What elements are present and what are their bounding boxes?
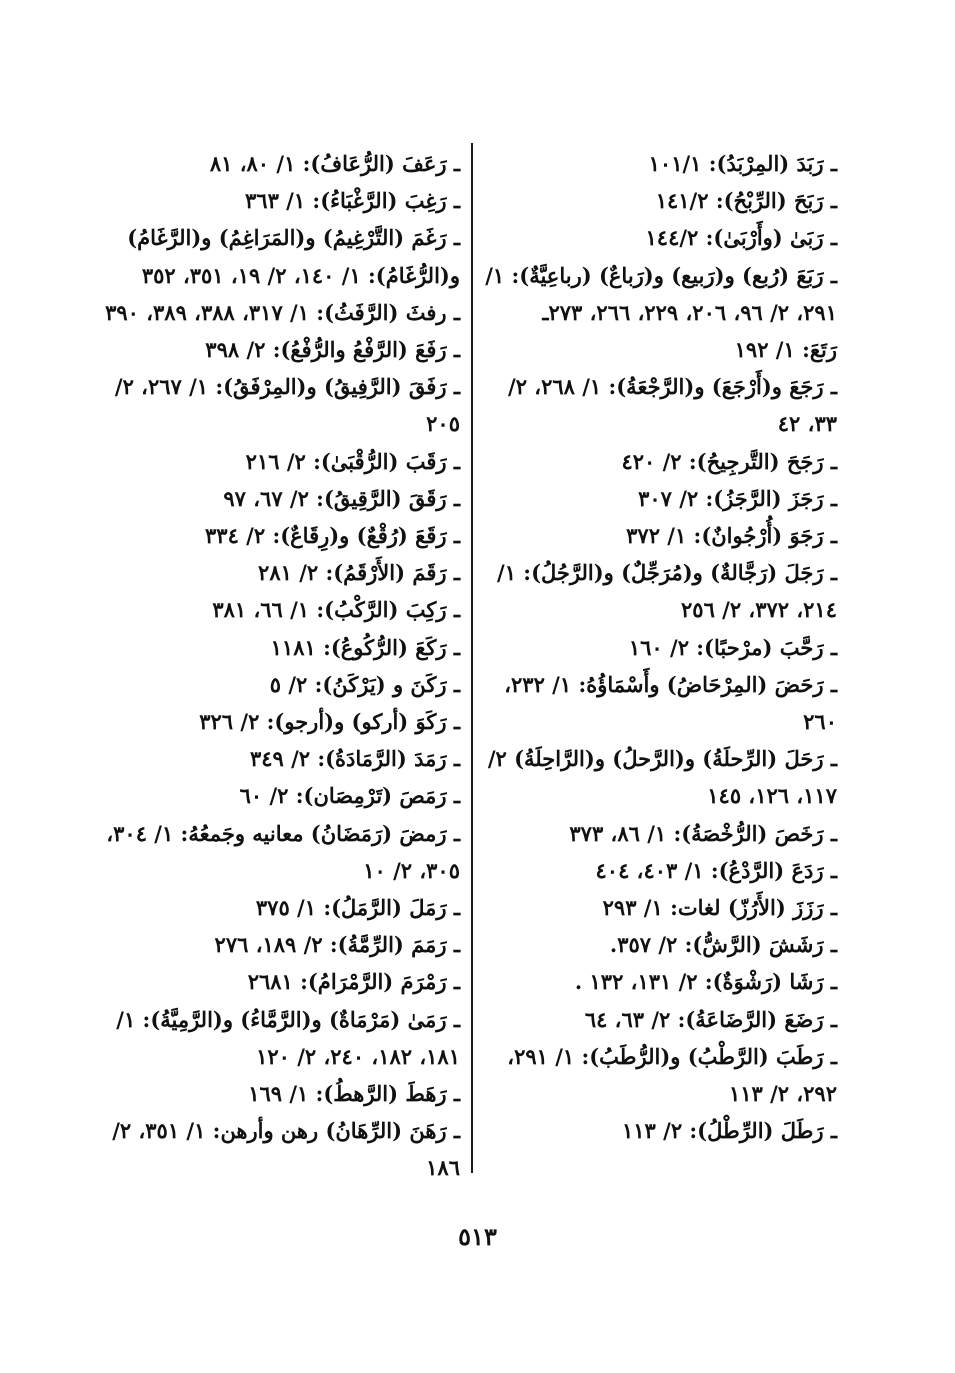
index-entry: ـ رَقَمَ (الأَرْقَمُ): ٢/ ٢٨١ bbox=[258, 560, 460, 586]
index-entry: ـ رَمَدَ (الرَّمَادَةُ): ٢/ ٣٤٩ bbox=[249, 746, 460, 772]
index-entry: ـ رَمَمَ (الرِّمَّةُ): ٢/ ١٨٩، ٢٧٦ bbox=[214, 932, 460, 958]
index-entry: ـ رَكَعَ (الرُّكُوعُ): ١١٨١ bbox=[270, 634, 460, 660]
index-entry: ـ رَكِبَ (الرَّكْبُ): ١/ ٦٦، ٣٨١ bbox=[212, 597, 460, 623]
page-number: ٥١٣ bbox=[458, 1222, 497, 1251]
column-divider bbox=[471, 143, 473, 1173]
index-entry: ـ رَجَحَ (التَّرجِيحُ): ٢/ ٤٢٠ bbox=[621, 448, 837, 474]
index-entry: ـ رَحَّبَ (مرْحبًا): ٢/ ١٦٠ bbox=[628, 634, 837, 660]
index-entry: ـ رَغِبَ (الرَّغْبَاءُ): ١/ ٣٦٣ bbox=[245, 188, 460, 214]
index-entry: ـ رَمْرَمَ (الرَّمْرَامُ): ٢٦٨١ bbox=[247, 969, 460, 995]
index-entry: ـ رَخَصَ (الرُّخْصَةُ): ١/ ٨٦، ٣٧٣ bbox=[569, 820, 837, 846]
index-entry: ـ رَكَوَ (أركو) و(أرجو): ٢/ ٣٢٦ bbox=[199, 709, 460, 735]
index-entry: ـ رَمضَ (رَمَضَانُ) معانيه وجَمعُهُ: ١/ ٣٠٤، ٣٠٥، ٢/ ١٠ bbox=[106, 820, 460, 883]
index-column-right bbox=[477, 145, 837, 1149]
index-column-left bbox=[100, 145, 460, 1187]
index-entry: ـ رَجَزَ (الرَّجَزُ): ٢/ ٣٠٧ bbox=[638, 485, 837, 511]
index-entry: ـ رَبَعَ (رُبع) و(رَبيع) و(رَباعٌ) (رباعِيَّةٌ): ١/ ٢٩١، ٢/ ٩٦، ٢٠٦، ٢٢٩، ٢٦٦، ٢٧٣ـ bbox=[485, 262, 837, 325]
index-entry: ـ رَمَلَ (الرَّمَلُ): ١/ ٣٧٥ bbox=[255, 895, 460, 921]
index-entry: ـ رَهَنَ (الرِّهَانُ) رهن وأرهن: ١/ ٣٥١، ٢/ ١٨٦ bbox=[112, 1118, 460, 1181]
index-entry: ـ رفثَ (الرَّفَثُ): ١/ ٣١٧، ٣٨٨، ٣٨٩، ٣٩٠ bbox=[105, 299, 460, 325]
index-entry: ـ رَضَعَ (الرَّضَاعَةُ): ٢/ ٦٣، ٦٤ bbox=[584, 1006, 837, 1032]
index-entry: ـ رَقَعَ (رُقْعٌ) و(رِقَاعٌ): ٢/ ٣٣٤ bbox=[205, 523, 460, 549]
index-entry: ـ رَشَشَ (الرَّشُّ): ٢/ ٣٥٧. bbox=[609, 932, 837, 958]
index-entry: ـ رَفَعَ (الرَّفْعُ والرُّفْعُ): ٢/ ٣٩٨ bbox=[205, 337, 460, 363]
index-entry: ـ رَغَمَ (التَّرْغِيمُ) و(المَرَاغِمُ) و(الرَّغَامُ) و(الرُّغَامُ): ١/ ١٤٠، ٢/ ١٩، ٣٥١، ٣٥٢ bbox=[127, 225, 460, 288]
index-entry: ـ رَطَبَ (الرَّطْبُ) و(الرُّطَبُ): ١/ ٢٩١، ٢٩٢، ٢/ ١١٣ bbox=[507, 1043, 837, 1107]
index-entry: ـ رَطَلَ (الرِّطْلُ): ٢/ ١١٣ bbox=[621, 1118, 837, 1144]
index-entry: ـ رَزَزَ (الأَرُزّ) لغات: ١/ ٢٩٣ bbox=[602, 895, 837, 921]
index-entry: ـ رَشَا (رَشْوَةٌ): ٢/ ١٣١، ١٣٢ . bbox=[574, 969, 837, 995]
index-entry: ـ رَجَلَ (رَجَّالةٌ) و(مُرَجِّلٌ) و(الرَّجُلُ): ١/ ٢١٤، ٣٧٢، ٢/ ٢٥٦ bbox=[497, 560, 837, 623]
index-entry: ـ رَبَدَ (المِرْبَدُ): ١٠١/١ bbox=[648, 151, 837, 176]
index-entry: ـ رَبَحَ (الرِّبْحُ): ١٤١/٢ bbox=[655, 188, 837, 214]
index-entry: ـ رَفَقَ (الرَّفِيقُ) و(المِرْفَقُ): ١/ ٢٦٧، ٢/ ٢٠٥ bbox=[114, 374, 460, 437]
index-entry: رَتَعَ: ١/ ١٩٢ bbox=[734, 337, 837, 363]
index-entry: ـ رَهَطَ (الرَّهطُ): ١/ ١٦٩ bbox=[248, 1081, 460, 1107]
index-entry: ـ رَبَىٰ (وأَرْبَىٰ): ١٤٤/٢ bbox=[645, 225, 837, 251]
index-entry: ـ رَكَنَ و (يَرْكَنُ): ٢/ ٥ bbox=[269, 671, 460, 697]
index-entry: ـ رَقَبَ (الرُّقْبَىٰ): ٢/ ٢١٦ bbox=[245, 448, 460, 474]
index-entry: ـ رَحَلَ (الرِّحلَةُ) و(الرَّحلُ) و(الرَّاحِلَةُ) ٢/ ١١٧، ١٢٦، ١٤٥ bbox=[487, 746, 837, 809]
index-entry: ـ رَجَوَ (أُرْجُوانٌ): ١/ ٣٧٢ bbox=[626, 523, 837, 549]
index-entry: ـ رَمَصَ (تَرْمِصَان): ٢/ ٦٠ bbox=[239, 783, 460, 809]
index-entry: ـ رَقَقَ (الرَّقِيقُ): ٢/ ٦٧، ٩٧ bbox=[223, 485, 460, 511]
index-entry: ـ رَعَفَ (الرُّعَافُ): ١/ ٨٠، ٨١ bbox=[209, 151, 460, 176]
index-entry: ـ رَحَضَ (المِرْحَاضُ) وأَسْمَاؤُهُ: ١/ ٢٣٢، ٢٦٠ bbox=[504, 671, 837, 735]
index-entry: ـ رَجَعَ و(أَرْجَعَ) و(الرَّجْعَةُ): ١/ ٢٦٨، ٢/ ٣٣، ٤٢ bbox=[508, 374, 837, 437]
index-entry: ـ رَمَىٰ (مَرْمَاةٌ) و(الرَّمَّاءُ) و(الرَّمِيَّةُ): ١/ ١٨١، ١٨٢، ٢٤٠، ٢/ ١٢٠ bbox=[116, 1006, 460, 1069]
index-entry: ـ رَدَعَ (الرَّدْعُ): ١/ ٤٠٣، ٤٠٤ bbox=[595, 857, 837, 883]
